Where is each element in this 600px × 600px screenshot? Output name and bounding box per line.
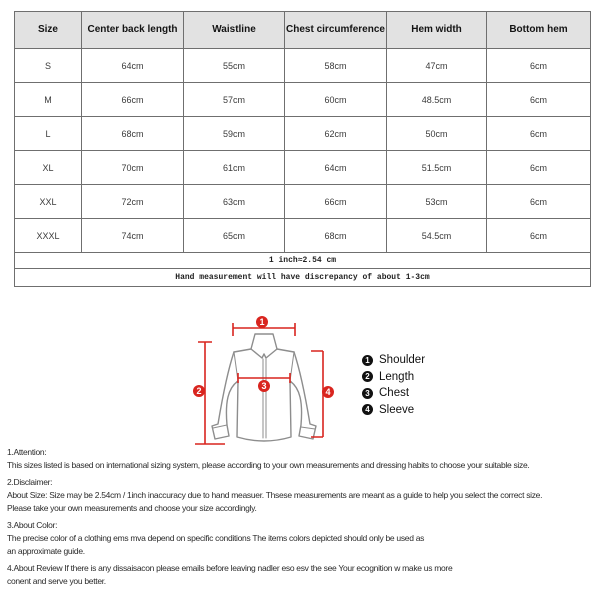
value-cell: 48.5cm	[387, 83, 487, 117]
value-cell: 66cm	[285, 185, 387, 219]
legend-item-shoulder	[362, 352, 425, 369]
note-about-color	[7, 519, 597, 558]
value-cell: 54.5cm	[387, 219, 487, 253]
marker-1-number: 1	[259, 317, 265, 328]
note-about-color-heading: 3.About Color:	[7, 520, 58, 530]
header-chest-circumference: Chest circumference	[285, 12, 387, 49]
legend-item-sleeve	[362, 402, 425, 419]
value-cell: 63cm	[184, 185, 285, 219]
size-cell: XL	[15, 151, 82, 185]
value-cell: 68cm	[82, 117, 184, 151]
legend-4-circle-icon: 4	[362, 404, 373, 415]
value-cell: 57cm	[184, 83, 285, 117]
size-cell: XXXL	[15, 219, 82, 253]
value-cell: 64cm	[285, 151, 387, 185]
table-row-xl	[15, 151, 591, 185]
legend-item-chest	[362, 385, 425, 402]
value-cell: 62cm	[285, 117, 387, 151]
size-cell: S	[15, 49, 82, 83]
header-bottom-hem: Bottom hem	[487, 12, 591, 49]
table-note-row-measurement	[15, 269, 591, 287]
value-cell: 6cm	[487, 219, 591, 253]
legend-3-circle-icon: 3	[362, 388, 373, 399]
table-row-m	[15, 83, 591, 117]
value-cell: 66cm	[82, 83, 184, 117]
note-attention-line: This sizes listed is based on international sizing system, please according to your own measurements and dressing habits to choose your suitable size.	[7, 460, 530, 470]
header-size: Size	[15, 12, 82, 49]
legend-sleeve-label: Sleeve	[379, 403, 415, 416]
footer-notes	[7, 446, 597, 592]
value-cell: 6cm	[487, 49, 591, 83]
shirt-diagram-illustration	[188, 302, 348, 452]
inch-conversion-note: 1 inch≈2.54 cm	[15, 253, 591, 269]
marker-3-number: 3	[261, 381, 267, 392]
value-cell: 47cm	[387, 49, 487, 83]
value-cell: 70cm	[82, 151, 184, 185]
note-attention-heading: 1.Attention:	[7, 447, 47, 457]
legend-item-length	[362, 369, 425, 386]
header-center-back-length: Center back length	[82, 12, 184, 49]
header-hem-width: Hem width	[387, 12, 487, 49]
value-cell: 74cm	[82, 219, 184, 253]
hand-measurement-note: Hand measurement will have discrepancy of about 1-3cm	[15, 269, 591, 287]
value-cell: 72cm	[82, 185, 184, 219]
legend-length-label: Length	[379, 370, 415, 383]
value-cell: 68cm	[285, 219, 387, 253]
table-row-l	[15, 117, 591, 151]
note-disclaimer-heading: 2.Disclaimer:	[7, 477, 53, 487]
value-cell: 59cm	[184, 117, 285, 151]
note-about-review-line: 4.About Review If there is any dissaisacon please emails before leaving nadler eso esv the see Your ecognition w make us more	[7, 563, 453, 573]
size-chart-table	[14, 11, 591, 287]
diagram-legend	[362, 352, 425, 418]
size-cell: M	[15, 83, 82, 117]
size-cell: XXL	[15, 185, 82, 219]
note-about-review	[7, 562, 597, 588]
note-disclaimer-line: About Size: Size may be 2.54cm / 1inch inaccuracy due to hand measuer. Thsese measurements are meant as a guide to help you select the correct size.	[7, 490, 543, 500]
value-cell: 6cm	[487, 117, 591, 151]
legend-shoulder-label: Shoulder	[379, 354, 426, 367]
value-cell: 55cm	[184, 49, 285, 83]
table-row-xxxl	[15, 219, 591, 253]
note-attention	[7, 446, 597, 472]
value-cell: 6cm	[487, 185, 591, 219]
marker-2-number: 2	[196, 386, 202, 397]
value-cell: 50cm	[387, 117, 487, 151]
table-row-s	[15, 49, 591, 83]
value-cell: 53cm	[387, 185, 487, 219]
legend-1-circle-icon: 1	[362, 355, 373, 366]
value-cell: 58cm	[285, 49, 387, 83]
legend-2-circle-icon: 2	[362, 371, 373, 382]
legend-chest-label: Chest	[379, 387, 410, 400]
measurement-diagram	[0, 295, 600, 450]
note-about-review-line: conent and serve you better.	[7, 576, 106, 586]
note-about-color-line: an approximate guide.	[7, 546, 85, 556]
table-note-row-conversion	[15, 253, 591, 269]
note-disclaimer	[7, 476, 597, 515]
value-cell: 51.5cm	[387, 151, 487, 185]
value-cell: 61cm	[184, 151, 285, 185]
value-cell: 6cm	[487, 83, 591, 117]
table-row-xxl	[15, 185, 591, 219]
value-cell: 6cm	[487, 151, 591, 185]
note-disclaimer-line: Please take your own measurements and choose your size accordingly.	[7, 503, 257, 513]
value-cell: 64cm	[82, 49, 184, 83]
note-about-color-line: The precise color of a clothing ems mva depend on specific conditions The items colors depicted should only be used as	[7, 533, 425, 543]
value-cell: 60cm	[285, 83, 387, 117]
value-cell: 65cm	[184, 219, 285, 253]
header-waistline: Waistline	[184, 12, 285, 49]
marker-4-number: 4	[325, 387, 331, 398]
table-header-row	[15, 12, 591, 49]
size-cell: L	[15, 117, 82, 151]
